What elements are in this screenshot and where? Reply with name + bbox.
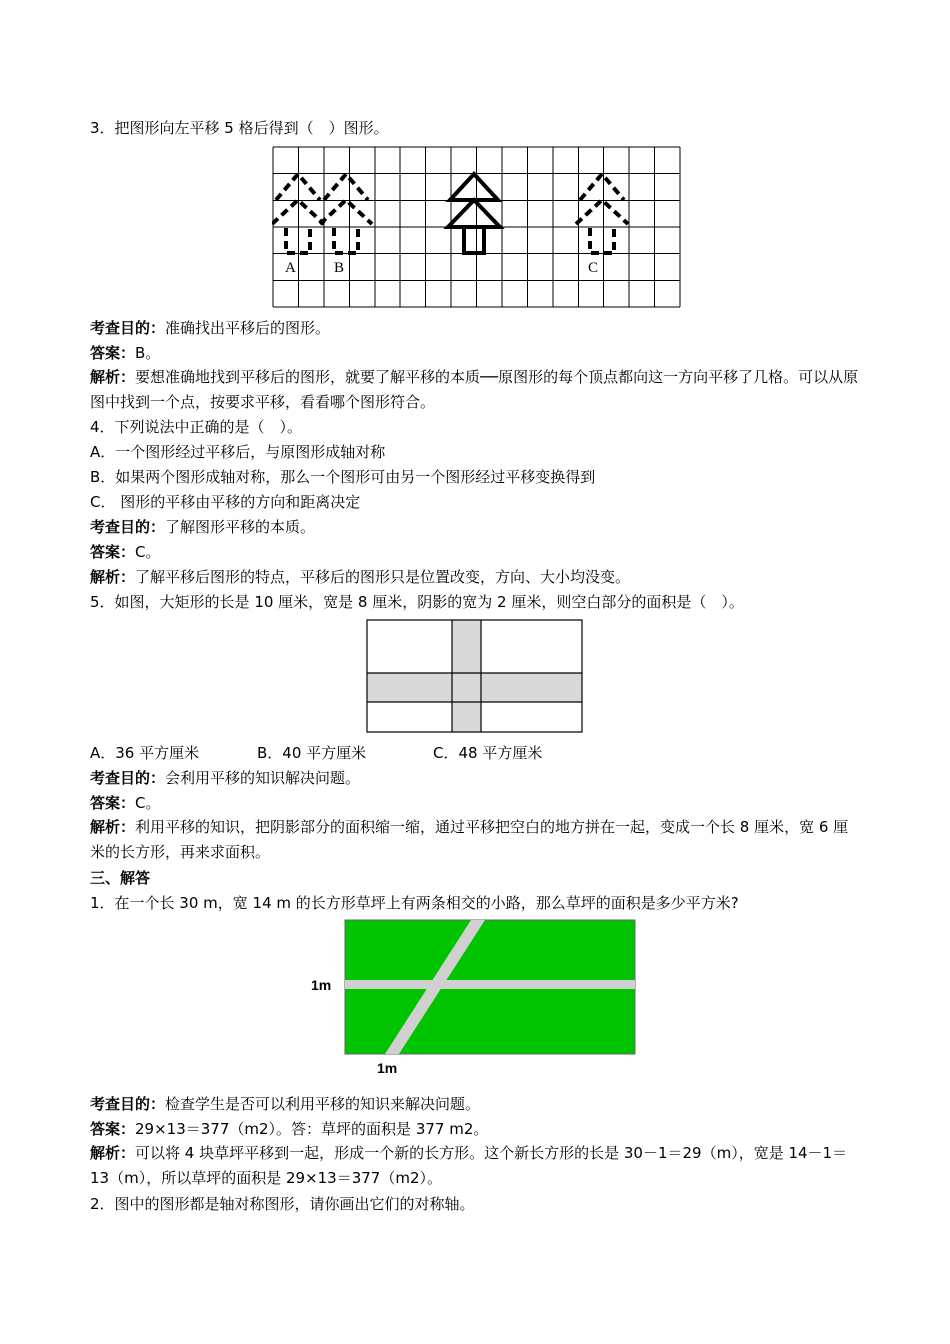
tree-shape-b: [320, 174, 372, 253]
q5-rectangle-figure: [366, 619, 584, 734]
q3-analysis: 解析：要想准确地找到平移后的图形，就要了解平移的本质──原图形的每个顶点都向这一方向平移了几格。可以从原图中找到一个点，按要求平移，看看哪个图形符合。: [90, 368, 859, 411]
label-c: C: [588, 260, 599, 276]
tree-shape-original: [448, 174, 500, 253]
q5-analysis: 解析：利用平移的知识，把阴影部分的面积缩一缩，通过平移把空白的地方拼在一起，变成一个长 8 厘米，宽 6 厘米的长方形，再来求面积。: [90, 818, 849, 861]
q3-grid-figure: [272, 146, 682, 308]
q5-answer: 答案：C。: [90, 794, 161, 812]
label-b: B: [334, 260, 345, 276]
horizontal-shaded-strip: [367, 673, 582, 702]
label-a: A: [285, 260, 296, 276]
q5-question: 5．如图，大矩形的长是 10 厘米，宽是 8 厘米，阴影的宽为 2 厘米，则空白部分的面积是（ ）。: [90, 593, 744, 611]
label-width-bottom: 1m: [377, 1060, 398, 1076]
q4-option-b: B．如果两个图形成轴对称，那么一个图形可由另一个图形经过平移变换得到: [90, 468, 596, 486]
s1-purpose: 考查目的：检查学生是否可以利用平移的知识来解决问题。: [90, 1095, 481, 1113]
s1-analysis: 解析：可以将 4 块草坪平移到一起，形成一个新的长方形。这个新长方形的长是 30－1＝29（m），宽是 14－1＝13（m），所以草坪的面积是 29×13＝377（m2）。: [90, 1144, 848, 1187]
section-title: 三、解答: [90, 869, 151, 887]
q4-option-c: C． 图形的平移由平移的方向和距离决定: [90, 493, 361, 511]
q3-purpose: 考查目的：准确找出平移后的图形。: [90, 319, 331, 337]
tree-shape-c: [576, 174, 628, 253]
q4-option-a: A．一个图形经过平移后，与原图形成轴对称: [90, 443, 386, 461]
q4-purpose: 考查目的：了解图形平移的本质。: [90, 518, 316, 536]
q5-options: [90, 742, 542, 764]
q5-option-a: A．36 平方厘米: [90, 744, 200, 762]
horizontal-path: [345, 980, 635, 989]
q4-answer: 答案：C。: [90, 543, 161, 561]
q5-purpose: 考查目的：会利用平移的知识解决问题。: [90, 769, 361, 787]
lawn-figure: [305, 918, 640, 1078]
s1-answer: 答案：29×13＝377（m2）。答：草坪的面积是 377 m2。: [90, 1120, 489, 1138]
q4-question: 4．下列说法中正确的是（ ）。: [90, 418, 303, 436]
label-width-left: 1m: [311, 977, 332, 993]
q3-answer: 答案：B。: [90, 344, 161, 362]
s2-question: 2．图中的图形都是轴对称图形，请你画出它们的对称轴。: [90, 1195, 475, 1213]
q5-option-b: B．40 平方厘米: [257, 744, 367, 762]
q4-analysis: 解析：了解平移后图形的特点，平移后的图形只是位置改变，方向、大小均没变。: [90, 568, 631, 586]
s1-question: 1．在一个长 30 m，宽 14 m 的长方形草坪上有两条相交的小路，那么草坪的面积是多少平方米?: [90, 894, 739, 912]
q3-question: 3．把图形向左平移 5 格后得到（ ）图形。: [90, 119, 389, 137]
q5-option-c: C．48 平方厘米: [433, 744, 543, 762]
